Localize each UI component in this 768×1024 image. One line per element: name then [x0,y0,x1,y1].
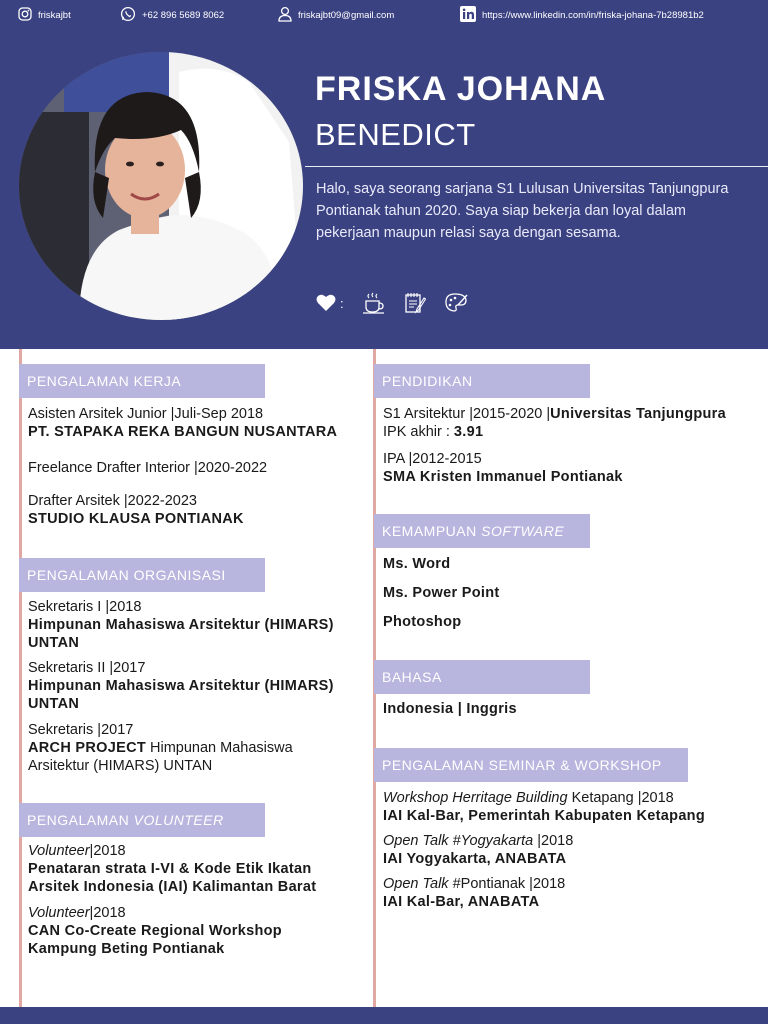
volunteer-event-cont: Arsitek Indonesia (IAI) Kalimantan Barat [28,879,317,895]
education-program: IPA [383,451,405,467]
org-role-line: Sekretaris II |2017 [28,660,146,676]
section-title-prefix: KEMAMPUAN [382,523,482,539]
seminar-title: Workshop Herritage Building [383,790,568,806]
work-item-2 [28,459,267,477]
work-period: 2022-2023 [127,493,197,509]
email-address: friskajbt09@gmail.com [298,9,395,21]
seminar-organizer: IAI Yogyakarta, ANABATA [383,851,567,867]
software-item: Ms. Power Point [383,585,500,601]
seminar-line: Open Talk #Pontianak |2018 [383,876,566,892]
contact-linkedin[interactable] [460,6,704,24]
org-name-cont: UNTAN [28,696,80,712]
instagram-handle: friskajbt [38,9,71,21]
org-year: 2017 [113,660,146,676]
gpa-value: 3.91 [453,424,484,440]
seminar-location: #Yogyakarta [448,833,534,849]
seminar-title: Open Talk [383,833,449,849]
org-item-1 [28,598,334,652]
seminar-item-1 [383,789,705,825]
work-company: PT. STAPAKA REKA BANGUN NUSANTARA [28,424,338,440]
section-language [374,660,590,694]
contact-instagram[interactable] [18,6,71,24]
name-divider [305,166,768,167]
org-name: Himpunan Mahasiswa Arsitektur (HIMARS) [28,678,334,694]
seminar-location: #Pontianak [448,876,526,892]
footer-band [0,1007,768,1024]
org-name-cont: UNTAN [28,635,80,651]
section-volunteer [19,803,265,837]
whatsapp-icon [120,6,136,25]
volunteer-event: Penataran strata I-VI & Kode Etik Ikatan [28,861,312,877]
volunteer-label: Volunteer [28,905,90,921]
org-role: Sekretaris I [28,599,102,615]
work-role: Drafter Arsitek [28,493,120,509]
last-name: BENEDICT [315,117,476,152]
org-year: 2018 [109,599,142,615]
section-title: PENGALAMAN KERJA [27,373,182,389]
section-title: PENGALAMAN SEMINAR & WORKSHOP [382,757,662,773]
volunteer-item-1 [28,842,316,896]
education-period: 2015-2020 [473,406,543,422]
org-name: Himpunan Mahasiswa Arsitektur (HIMARS) [28,617,334,633]
section-title [27,812,224,828]
org-role: Sekretaris [28,722,94,738]
seminar-item-2 [383,832,573,868]
hobbies-row [316,292,486,314]
volunteer-item-2 [28,904,282,958]
org-year: 2017 [101,722,134,738]
org-name-cont: Arsitektur (HIMARS) UNTAN [28,758,213,774]
section-seminar [374,748,688,782]
seminar-year: 2018 [541,833,574,849]
education-school: Universitas Tanjungpura [550,406,726,422]
gpa-label: IPK akhir : [383,424,454,440]
volunteer-year: 2018 [93,905,126,921]
work-role-line: Asisten Arsitek Junior |Juli-Sep 2018 [28,406,264,422]
org-name-bold: ARCH PROJECT [28,740,146,756]
contact-bar [0,0,768,30]
linkedin-icon [460,6,476,25]
first-name: FRISKA JOHANA [315,70,607,108]
section-education [374,364,590,398]
hobby-separator: : [340,295,344,311]
seminar-title: Open Talk [383,876,449,892]
profile-photo [19,52,303,320]
languages: Indonesia | Inggris [383,701,517,717]
org-role: Sekretaris II [28,660,106,676]
section-title: PENDIDIKAN [382,373,473,389]
section-work-experience [19,364,265,398]
work-period: 2020-2022 [197,460,268,476]
sketchbook-icon [404,292,426,314]
seminar-year: 2018 [641,790,674,806]
software-item: Photoshop [383,614,462,630]
work-period: Juli-Sep 2018 [174,406,264,422]
section-title: PENGALAMAN ORGANISASI [27,567,226,583]
work-role-line: Freelance Drafter Interior |2020-2022 [28,460,268,476]
org-role-line: Sekretaris |2017 [28,722,134,738]
contact-phone[interactable] [120,6,224,24]
education-line: S1 Arsitektur |2015-2020 |Universitas Tanjungpura [383,406,726,422]
org-item-2 [28,659,334,713]
seminar-organizer: IAI Kal-Bar, ANABATA [383,894,540,910]
education-school: SMA Kristen Immanuel Pontianak [383,469,623,485]
paint-palette-icon [444,292,468,314]
work-role-line: Drafter Arsitek |2022-2023 [28,493,197,509]
org-name-rest: Himpunan Mahasiswa [146,740,293,756]
volunteer-role-line: Volunteer|2018 [28,843,126,859]
work-company: STUDIO KLAUSA PONTIANAK [28,511,244,527]
coffee-cup-icon [362,292,386,314]
intro-paragraph: Halo, saya seorang sarjana S1 Lulusan Universitas Tanjungpura Pontianak tahun 2020. Saya siap bekerja dan loyal dalam pekerjaan maupun relasi saya dengan sesama. [316,181,729,241]
phone-number: +62 896 5689 8062 [142,9,225,21]
seminar-line: Open Talk #Yogyakarta |2018 [383,833,574,849]
work-item-3 [28,492,244,528]
volunteer-year: 2018 [93,843,126,859]
seminar-year: 2018 [532,876,566,892]
org-name [28,739,293,757]
volunteer-event: CAN Co-Create Regional Workshop [28,923,282,939]
education-program: S1 Arsitektur [383,406,466,422]
heart-icon [316,294,344,312]
section-title-italic: SOFTWARE [481,523,565,539]
volunteer-role-line: Volunteer|2018 [28,905,126,921]
org-role-line: Sekretaris I |2018 [28,599,142,615]
volunteer-label: Volunteer [28,843,90,859]
work-role: Freelance Drafter Interior [28,460,190,476]
section-organization [19,558,265,592]
instagram-icon [18,7,32,24]
section-title [382,523,564,539]
org-item-3 [28,721,293,775]
section-software [374,514,590,548]
section-title-italic: VOLUNTEER [133,812,224,828]
section-title-prefix: PENGALAMAN [27,812,134,828]
section-title: BAHASA [382,669,442,685]
contact-email[interactable] [278,6,394,24]
seminar-item-3 [383,875,565,911]
education-item-2 [383,450,623,486]
education-period: 2012-2015 [412,451,482,467]
education-gpa [383,423,726,441]
left-column-rule [19,349,22,1007]
volunteer-event-cont: Kampung Beting Pontianak [28,941,225,957]
seminar-organizer: IAI Kal-Bar, Pemerintah Kabupaten Ketapang [383,808,705,824]
seminar-location: Ketapang [567,790,634,806]
education-item-1 [383,405,726,441]
education-line: IPA |2012-2015 [383,451,482,467]
software-item: Ms. Word [383,556,451,572]
work-item-1 [28,405,337,441]
work-role: Asisten Arsitek Junior [28,406,167,422]
seminar-line: Workshop Herritage Building Ketapang |2018 [383,790,674,806]
linkedin-url: https://www.linkedin.com/in/friska-johana-7b28981b2 [482,9,704,21]
user-icon [278,6,292,25]
